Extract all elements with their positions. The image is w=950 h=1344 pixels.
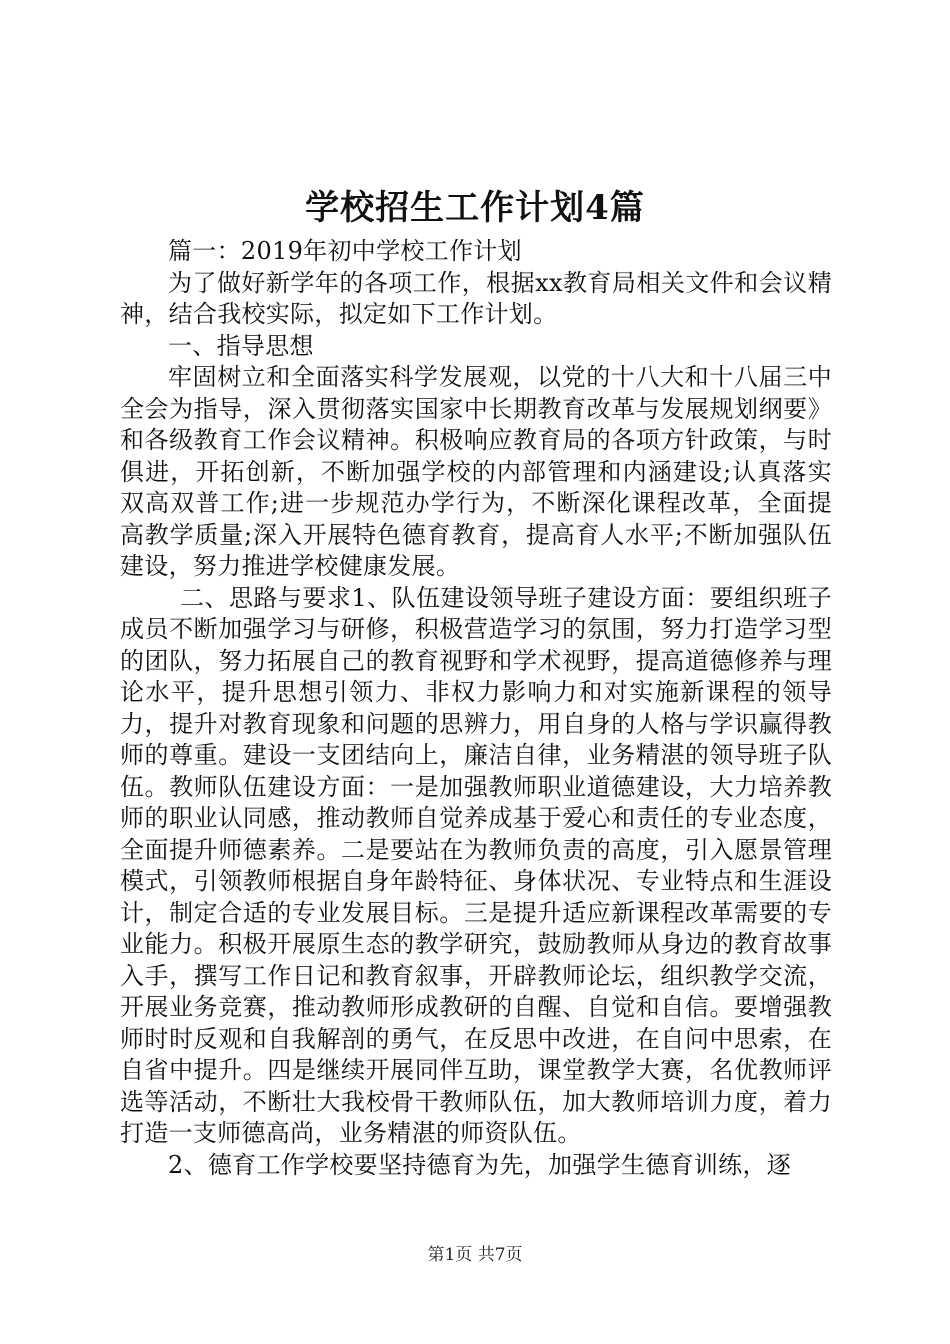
- intro-paragraph: 为了做好新学年的各项工作，根据xx教育局相关文件和会议精神，结合我校实际，拟定如下工作计划。: [120, 268, 832, 328]
- moral-education-paragraph: 2、德育工作学校要坚持德育为先，加强学生德育训练，逐: [168, 1150, 792, 1179]
- guiding-ideology-paragraph: 牢固树立和全面落实科学发展观，以党的十八大和十八届三中全会为指导，深入贯彻落实国家中长期教育改革与发展规划纲要》和各级教育工作会议精神。积极响应教育局的各项方针政策，与时俱进，开拓创新，不断加强学校的内部管理和内涵建设;认真落实双高双普工作;进一步规范办学行为，不断深化课程改革，全面提高教学质量;深入开展特色德育教育，提高育人水平;不断加强队伍建设，努力推进学校健康发展。: [120, 363, 832, 580]
- section-heading-part-one: 篇一：2019年初中学校工作计划: [168, 237, 522, 265]
- page-number-footer: 第1页 共7页: [427, 1245, 523, 1265]
- document-body: [120, 236, 832, 1181]
- approach-requirements-paragraph: 二、思路与要求1、队伍建设领导班子建设方面：要组织班子成员不断加强学习与研修，积极营造学习的氛围，努力打造学习型的团队，努力拓展自己的教育视野和学术视野，提高道德修养与理论水平，提升思想引领力、非权力影响力和对实施新课程的领导力，提升对教育现象和问题的思辨力，用自身的人格与学识赢得教师的尊重。建设一支团结向上，廉洁自律，业务精湛的领导班子队伍。教师队伍建设方面：一是加强教师职业道德建设，大力培养教师的职业认同感，推动教师自觉养成基于爱心和责任的专业态度，全面提升师德素养。二是要站在为教师负责的高度，引入愿景管理模式，引领教师根据自身年龄特征、身体状况、专业特点和生涯设计，制定合适的专业发展目标。三是提升适应新课程改革需要的专业能力。积极开展原生态的教学研究，鼓励教师从身边的教育故事入手，撰写工作日记和教育叙事，开辟教师论坛，组织教学交流，开展业务竞赛，推动教师形成教研的自醒、自觉和自信。要增强教师时时反观和自我解剖的勇气，在反思中改进，在自问中思索，在自省中提升。四是继续开展同伴互助，课堂教学大赛，名优教师评选等活动，不断壮大我校骨干教师队伍，加大教师培训力度，着力打造一支师德高尚，业务精湛的师资队伍。: [120, 583, 832, 1147]
- document-title: 学校招生工作计划4篇: [305, 188, 645, 228]
- section-heading-guiding-ideology: 一、指导思想: [168, 331, 314, 360]
